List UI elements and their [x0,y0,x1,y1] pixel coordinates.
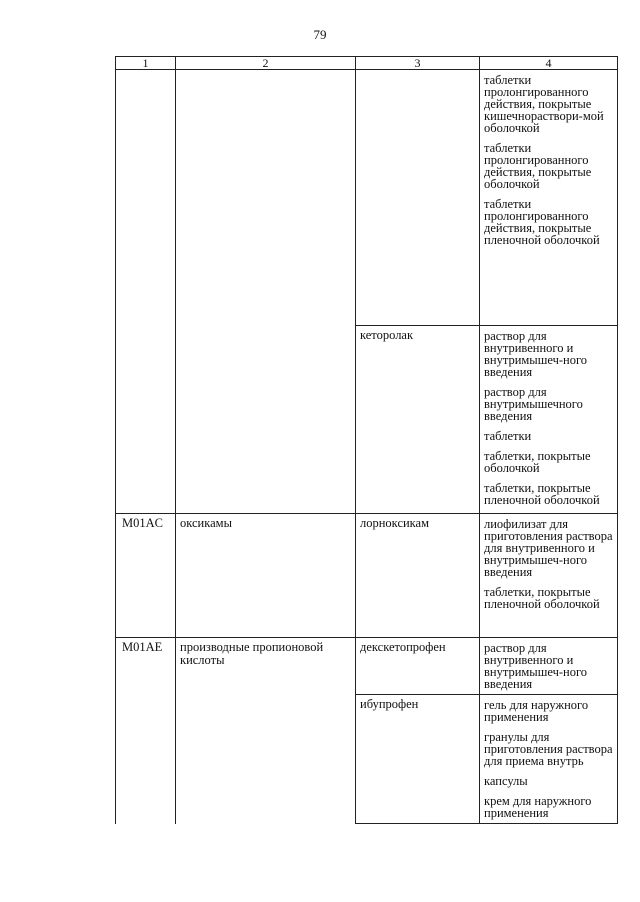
dosage-form: раствор для внутримышечного введения [484,385,583,423]
dosage-form: капсулы [484,774,528,788]
drug-cell [356,638,480,695]
code-cell [116,638,176,824]
forms-cell [480,70,618,326]
header-col-3: 3 [356,57,480,70]
dosage-form: крем для наружного применения [484,794,592,820]
table-row [116,514,618,638]
dosage-form: гранулы для приготовления раствора для приема внутрь [484,730,613,768]
table-row [116,70,618,326]
dosage-form: таблетки пролонгированного действия, покрытые оболочкой [484,141,592,191]
header-row [116,57,618,70]
dosage-form: таблетки [484,429,532,443]
drug-name: лорноксикам [360,516,430,530]
header-col-1: 1 [116,57,176,70]
drug-table [115,56,618,824]
atc-code: M01AC [122,516,163,530]
group-cell [176,70,356,514]
drug-name: ибупрофен [360,697,419,711]
table-row [116,638,618,695]
drug-cell [356,70,480,326]
drug-name: декскетопрофен [360,640,446,654]
forms-cell [480,695,618,824]
code-cell [116,70,176,514]
group-name: производные пропионовой кислоты [180,640,324,667]
group-name: оксикамы [180,516,232,530]
dosage-form: раствор для внутривенного и внутримышеч-ного введения [484,641,588,691]
dosage-form: таблетки пролонгированного действия, покрытые кишечнораствори-мой оболочкой [484,73,604,135]
drug-cell [356,695,480,824]
drug-cell [356,326,480,514]
dosage-form: таблетки, покрытые пленочной оболочкой [484,481,600,507]
forms-cell [480,326,618,514]
group-cell [176,638,356,824]
header-col-2: 2 [176,57,356,70]
header-col-4: 4 [480,57,618,70]
dosage-form: таблетки пролонгированного действия, покрытые пленочной оболочкой [484,197,600,247]
dosage-form: раствор для внутривенного и внутримышеч-ного введения [484,329,588,379]
group-cell [176,514,356,638]
drug-name: кеторолак [360,328,414,342]
group-name [176,70,355,73]
atc-code: M01AE [122,640,163,654]
dosage-form: лиофилизат для приготовления раствора для внутривенного и внутримышеч-ного введения [484,517,613,579]
dosage-form: гель для наружного применения [484,698,589,724]
forms-cell [480,514,618,638]
drug-name [356,70,479,73]
dosage-form: таблетки, покрытые оболочкой [484,449,591,475]
code-cell [116,514,176,638]
page-number: 79 [313,27,327,42]
drug-cell [356,514,480,638]
forms-cell [480,638,618,695]
atc-code [116,70,175,73]
dosage-form: таблетки, покрытые пленочной оболочкой [484,585,600,611]
